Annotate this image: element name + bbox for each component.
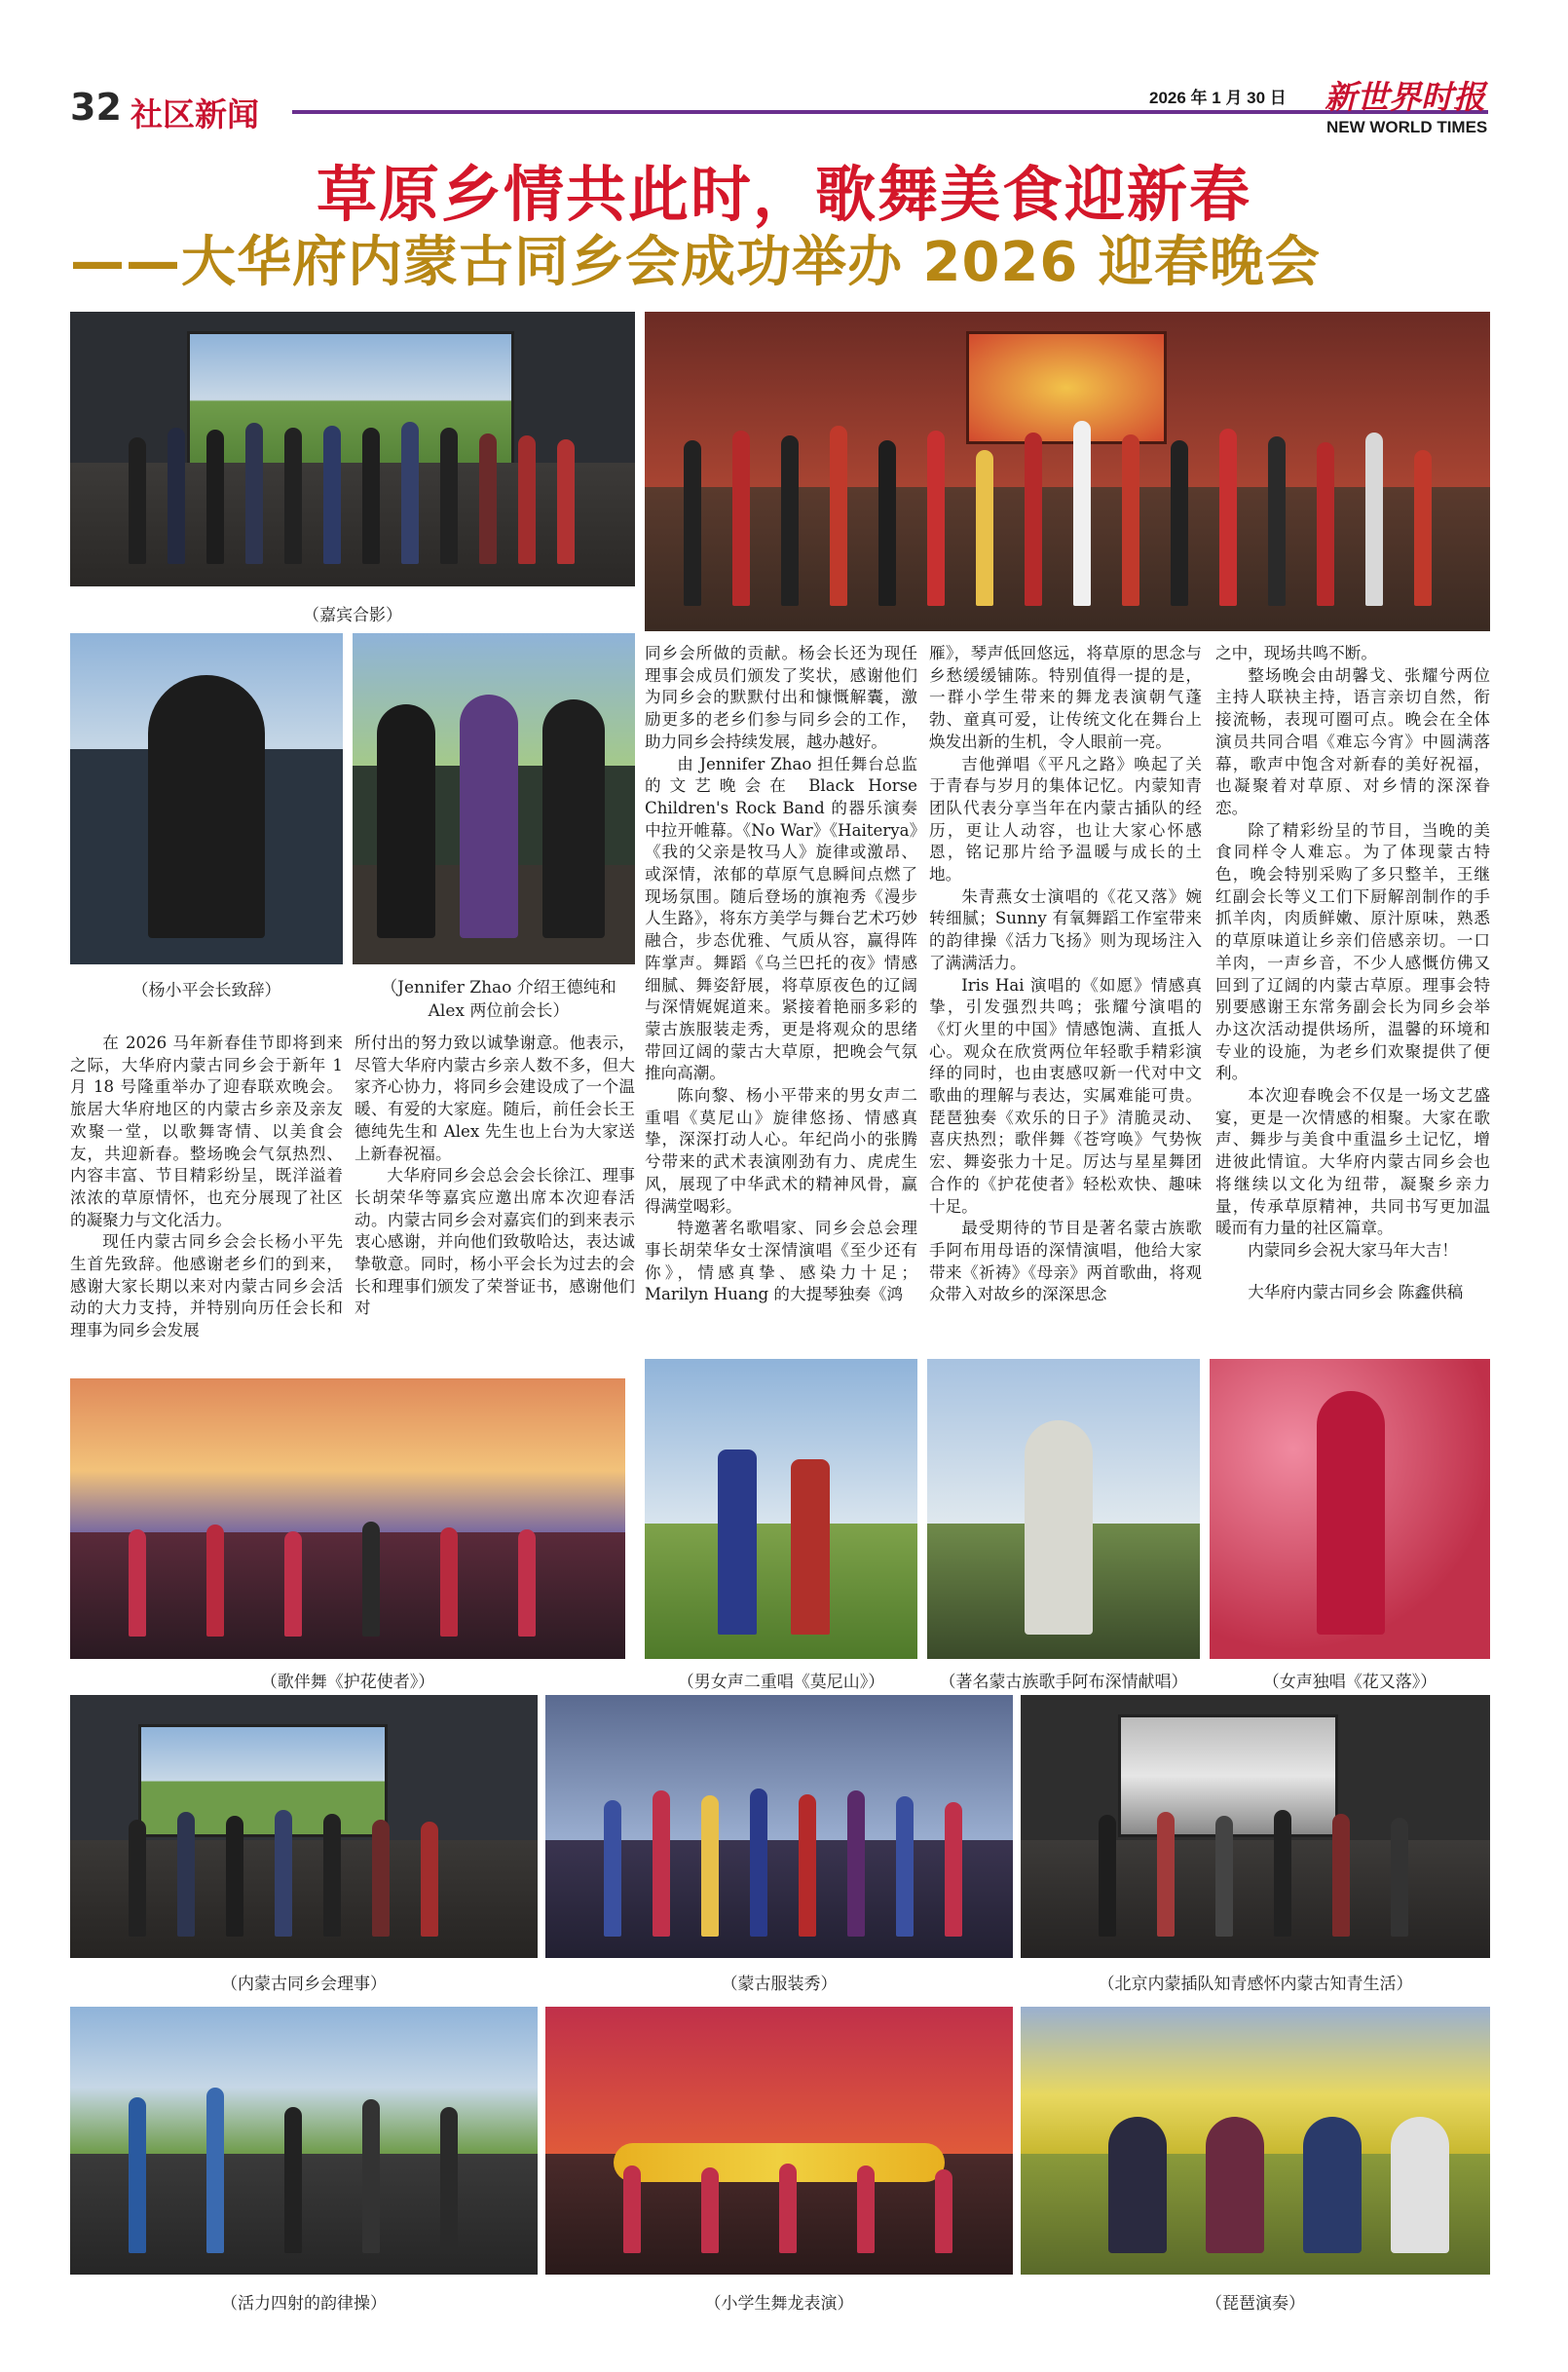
photo-rhythm xyxy=(70,2007,538,2275)
paragraph: 大华府同乡会总会会长徐江、理事长胡荣华等嘉宾应邀出席本次迎春活动。内蒙古同乡会对嘉宾们的到来表示衷心感谢，并向他们致敬哈达，表达诚挚敬意。同时，杨小平会长为过去的会长和理事们颁发了荣誉证书，感谢他们对 xyxy=(355,1166,635,1318)
paragraph: 除了精彩纷呈的节目，当晚的美食同样令人难忘。为了体现蒙古特色，晚会特别采购了多只整羊，王继红副会长等义工们下厨解剖制作的手抓羊肉，肉质鲜嫩、原汁原味，熟悉的草原味道让乡亲们倍感亲切。一口羊肉，一声乡音，不少人感慨仿佛又回到了辽阔的内蒙古草原。理事会特别要感谢王东常务副会长为同乡会举办这次活动提供场所，温馨的环境和专业的设施，为老乡们欢聚提供了便利。 xyxy=(1215,820,1490,1083)
paragraph: 现任内蒙古同乡会会长杨小平先生首先致辞。他感谢老乡们的到来，感谢大家长期以来对内蒙古同乡会活动的大力支持，并特别向历任会长和理事为同乡会发展 xyxy=(70,1232,343,1340)
paragraph: 之中，现场共鸣不断。 xyxy=(1215,644,1377,662)
photo-costume-show xyxy=(545,1695,1013,1958)
caption-zhiqing: （北京内蒙插队知青感怀内蒙古知青生活） xyxy=(1098,1975,1413,1994)
caption-jennifer: （Jennifer Zhao 介绍王德纯和 Alex 两位前会长） xyxy=(381,978,616,1021)
section-title: 社区新闻 xyxy=(131,95,259,133)
paragraph: 最受期待的节目是著名蒙古族歌手阿布用母语的深情演唱，他给大家带来《祈祷》《母亲》两首歌曲，将观众带入对故乡的深深思念 xyxy=(929,1219,1202,1304)
header-rule xyxy=(292,110,1488,114)
caption-dance-envoy: （歌伴舞《护花使者》） xyxy=(260,1673,435,1692)
photo-zhiqing xyxy=(1021,1695,1490,1958)
paragraph: 朱青燕女士演唱的《花又落》婉转细腻；Sunny 有氧舞蹈工作室带来的韵律操《活力飞扬》则为现场注入了满满活力。 xyxy=(929,886,1202,972)
caption-dragon: （小学生舞龙表演） xyxy=(704,2294,854,2314)
photo-council xyxy=(70,1695,538,1958)
paragraph: 陈向黎、杨小平带来的男女声二重唱《莫尼山》旋律悠扬、情感真挚，深深打动人心。年纪尚小的张腾兮带来的武术表演刚劲有力、虎虎生风，展现了中华武术的精神风骨，赢得满堂喝彩。 xyxy=(645,1086,917,1216)
paragraph: 在 2026 马年新春佳节即将到来之际，大华府内蒙古同乡会于新年 1 月 18 号隆重举办了迎春联欢晚会。旅居大华府地区的内蒙古乡亲及亲友欢聚一堂，以歌舞寄情、以美食会友，共迎新春。整场晚会气氛热烈、内容丰富、节目精彩纷呈，既洋溢着浓浓的草原情怀，也充分展现了社区的凝聚力与文化活力。 xyxy=(70,1034,343,1229)
paragraph: 吉他弹唱《平凡之路》唤起了关于青春与岁月的集体记忆。内蒙知青团队代表分享当年在内蒙古插队的经历，更让人动容，也让大家心怀感恩，铭记那片给予温暖与成长的土地。 xyxy=(929,754,1202,885)
paragraph: 所付出的努力致以诚挚谢意。他表示，尽管大华府内蒙古乡亲人数不多，但大家齐心协力，将同乡会建设成了一个温暖、有爱的大家庭。随后，前任会长王德纯先生和 Alex 先生也上台为大家送上新春祝福。 xyxy=(355,1034,635,1163)
caption-guests: （嘉宾合影） xyxy=(303,606,402,625)
photo-duet-moni xyxy=(645,1359,917,1659)
article-column-4 xyxy=(929,643,1202,1306)
paragraph: 由 Jennifer Zhao 担任舞台总监的文艺晚会在 Black Horse Children's Rock Band 的器乐演奏中拉开帷幕。《No War》《Haiterya》《我的父亲是牧马人》旋律或激昂、或深情，浓郁的草原气息瞬间点燃了现场氛围。随后登场的旗袍秀《漫步人生路》，将东方美学与舞台艺术巧妙融合，步态优雅、气质从容，赢得阵阵掌声。舞蹈《乌兰巴托的夜》情感细腻、舞姿舒展，将草原夜色的辽阔与深情娓娓道来。紧接着艳丽多彩的蒙古族服装走秀，更是将观众的思绪带回辽阔的蒙古大草原，把晚会气氛推向高潮。 xyxy=(645,754,917,1083)
newspaper-logo: 新世界时报 xyxy=(1325,78,1485,116)
photo-yang-speech xyxy=(70,633,343,964)
paragraph: 整场晚会由胡馨戈、张耀兮两位主持人联袂主持，语言亲切自然，衔接流畅，表现可圈可点。晚会在全体演员共同合唱《难忘今宵》中圆满落幕，歌声中饱含对新春的美好祝福，也凝聚着对草原、对乡情的深深眷恋。 xyxy=(1215,665,1490,817)
paragraph: 特邀著名歌唱家、同乡会总会理事长胡荣华女士深情演唱《至少还有你》，情感真挚、感染力十足；Marilyn Huang 的大提琴独奏《鸿 xyxy=(645,1219,917,1304)
caption-solo-huayou: （女声独唱《花又落》） xyxy=(1262,1673,1437,1692)
photo-singer-abuhe xyxy=(927,1359,1200,1659)
byline: 大华府内蒙古同乡会 陈鑫供稿 xyxy=(1248,1282,1464,1301)
paragraph: 同乡会所做的贡献。杨会长还为现任理事会成员们颁发了奖状，感谢他们为同乡会的默默付出和慷慨解囊，激励更多的老乡们参与同乡会的工作，助力同乡会持续发展，越办越好。 xyxy=(645,644,917,751)
caption-yang: （杨小平会长致辞） xyxy=(131,981,281,1000)
photo-solo-huayou xyxy=(1210,1359,1490,1659)
issue-date: 2026 年 1 月 30 日 xyxy=(1149,89,1287,107)
photo-pipa xyxy=(1021,2007,1490,2275)
article-column-3 xyxy=(645,643,917,1306)
photo-new-year-stage xyxy=(645,312,1490,631)
photo-dragon-dance xyxy=(545,2007,1013,2275)
caption-council: （内蒙古同乡会理事） xyxy=(221,1975,387,1994)
paragraph: 雁》，琴声低回悠远，将草原的思念与乡愁缓缓铺陈。特别值得一提的是，一群小学生带来的舞龙表演朝气蓬勃、童真可爱，让传统文化在舞台上焕发出新的生机，令人眼前一亮。 xyxy=(929,644,1202,751)
headline: 草原乡情共此时，歌舞美食迎新春 xyxy=(316,159,1251,230)
caption-duet-moni: （男女声二重唱《莫尼山》） xyxy=(677,1673,885,1692)
page-number: 32 xyxy=(70,86,122,129)
subheadline: ——大华府内蒙古同乡会成功举办 2026 迎春晚会 xyxy=(70,231,1321,294)
article-column-1 xyxy=(70,1033,343,1342)
photo-dance-envoy xyxy=(70,1378,625,1659)
article-column-5 xyxy=(1215,643,1490,1303)
photo-jennifer-intro xyxy=(353,633,635,964)
photo-guests xyxy=(70,312,635,586)
paragraph: 本次迎春晚会不仅是一场文艺盛宴，更是一次情感的相聚。大家在歌声、舞步与美食中重温乡土记忆，增进彼此情谊。大华府内蒙古同乡会也将继续以文化为纽带，凝聚乡亲力量，传承草原精神，共同书写更加温暖而有力量的社区篇章。 xyxy=(1215,1086,1490,1238)
article-column-2 xyxy=(355,1033,635,1320)
paragraph: 内蒙同乡会祝大家马年大吉！ xyxy=(1248,1240,1458,1260)
caption-pipa: （琵琶演奏） xyxy=(1206,2294,1305,2314)
caption-rhythm: （活力四射的韵律操） xyxy=(221,2294,387,2314)
paragraph: Iris Hai 演唱的《如愿》情感真挚，引发强烈共鸣；张耀兮演唱的《灯火里的中国》情感饱满、直抵人心。观众在欣赏两位年轻歌手精彩演绎的同时，也由衷感叹新一代对中文歌曲的理解与表达，实属难能可贵。琵琶独奏《欢乐的日子》清脆灵动、喜庆热烈；歌伴舞《苍穹唤》气势恢宏、舞姿张力十足。厉达与星星舞团合作的《护花使者》轻松欢快、趣味十足。 xyxy=(929,975,1202,1216)
caption-costume: （蒙古服装秀） xyxy=(721,1975,838,1994)
caption-singer-abuhe: （著名蒙古族歌手阿布深情献唱） xyxy=(939,1673,1188,1692)
newspaper-logo-en: NEW WORLD TIMES xyxy=(1326,118,1488,136)
